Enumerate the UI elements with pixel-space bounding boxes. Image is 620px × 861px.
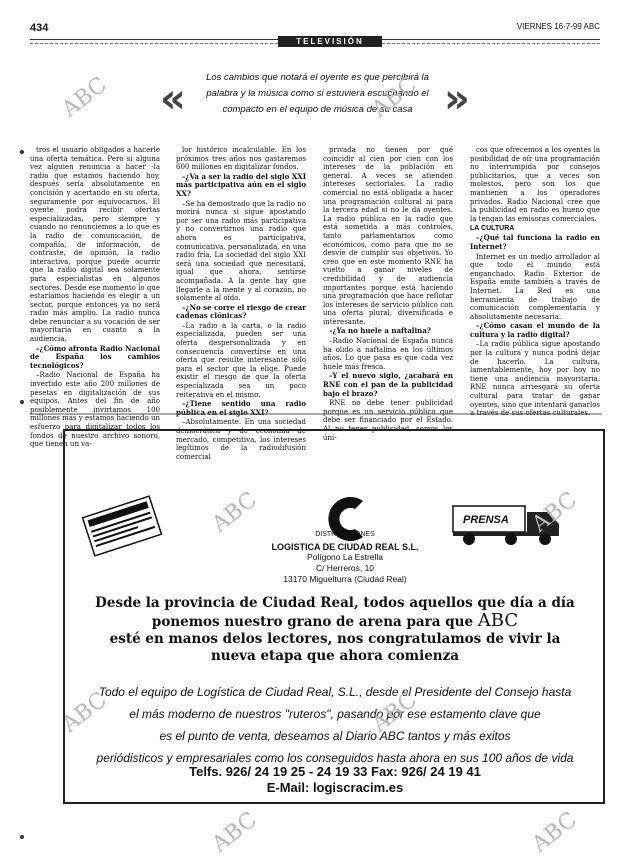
question: –¿Cómo casan el mundo de la cultura y la radio digital?	[470, 321, 600, 339]
truck-label: PRENSA	[463, 514, 509, 526]
email: E-Mail: logiscracim.es	[266, 780, 404, 795]
paragraph: privada no tienen por qué coincidir al cien por cien con los intereses de la población en general. A veces se atienden intereses sectoriales. La radio comercial no está obligada a hacer una programación cultural ni para la tercera edad si no le da oyentes. La radio pública en la radio que está sometida a más controles, tanto parlamentarios como económicos, como para que no se desvíe de cumplir sus objetivos. Yo creo que en este momento RNE ha vuelto a ganar niveles de credibilidad y de audiencia importantes porque está haciendo una programación que hace reflotar los intereses de servicio público con una oferta plural, diversificada e interesante.	[323, 146, 453, 326]
paragraph: –La radio a la carta, o la radio especializada, pueden ser una oferta despersonalizada y en consecuencia convertirse en una oferta que resulte interesante sólo para el sector que la elige. Puede existir el riesgo de que la oferta especializada sea un poco reiterativa en el mismo.	[176, 321, 306, 399]
address-line: C/ Herreros, 10	[315, 563, 375, 573]
paragraph: –Radio Nacional de España nunca ha olido a naftalina en los últimos años. Lo que pasa es que cada vez huele más fresca.	[323, 337, 453, 371]
pull-quote	[160, 70, 470, 128]
margin-dot	[20, 835, 24, 839]
article-column-4	[470, 146, 600, 418]
paragraph: –Absolutamente. En una sociedad democrática y de economía de mercado, competitiva, los intereses legítimos de la radiodifusión comercial	[176, 418, 306, 461]
abc-watermark: ABC	[57, 687, 112, 738]
headline-line: nueva etapa que ahora comienza	[210, 648, 460, 664]
article-column-1	[30, 146, 160, 449]
body-line: el más moderno de nuestros "ruteros", pasando por ese estamento clave que	[129, 707, 541, 721]
question: –¿No se corre el riesgo de crear cadenas clónicas?	[176, 302, 306, 321]
phone-fax: Telfs. 926/ 24 19 25 - 24 19 33 Fax: 926/ 24 19 41	[189, 764, 481, 779]
page-header	[30, 22, 600, 44]
abc-wordmark: ABC	[477, 610, 519, 631]
address-line: 13170 Miguelturra (Ciudad Real)	[283, 574, 407, 584]
paragraph: cos que ofrecemos a los oyentes la posibilidad de oír una programación no interrumpida por consejos publicitarios, que a veces son molestos, pero son los que mantienen a los operadores privados. Radio Nacional cree que la publicidad en radio es bueno que la tengan las emisoras comerciales.	[470, 146, 600, 223]
issue-date: VIERNES 16-7-99 ABC	[516, 22, 600, 31]
section-divider	[30, 412, 602, 416]
abc-watermark: ABC	[367, 687, 422, 738]
abc-watermark: ABC	[57, 72, 112, 123]
margin-dot	[20, 400, 24, 404]
close-quote-icon: »	[444, 76, 470, 122]
paragraph: lor histórico incalculable. En los próximos tres años nos gastaremos 600 millones en digitalizar fondos.	[176, 146, 306, 172]
company-address	[235, 552, 455, 585]
paragraph: tros el usuario obligados a hacerle una oferta temática. Pero si alguna vez alguien renuncia a hacer -la radio que estamos haciendo hoy, después sería absolutamente en concisión y acertando en su oferta, seguramente por equivocarnos. El oyente podrá recibir ofertas especializadas, pero siempre y cuando no renunciemos a lo que es la radio de comunicación, de compañía, de información, de contraste, de opinión, la radio interactiva, porque puede ocurrir que la radio digital sea solamente para especialistas en algunos sectores. Desde ese momento lo que estaríamos haciendo es elegir a un sector, porque entonces ya no será radio más amplio. La radio nunca debe renunciar a su vocación de ser mayoritaria en cuanto a la audiencia.	[30, 146, 160, 344]
question: –¿Tiene sentido una radio pública en el siglo XXI?	[176, 399, 306, 417]
paragraph: –Se ha demostrado que la radio no morirá nunca si sigue apostando por ser una radio más participativa y no convertirnos una radio que ahora es participativa, comunicativa, personalizada, en una radio fría. La sociedad del siglo XXI será una sociedad que necesitará, igual que ahora, sentirse acompañada. A la gente hay que llegarle a la mente y al corazón, no solamente al oído.	[176, 199, 306, 303]
company-logo-icon	[317, 489, 377, 549]
article-column-3	[323, 146, 453, 442]
paragraph: –La radio pública sigue apostando por la cultura y nunca podrá dejar de hacerlo. La cultura, lamentablemente, hoy por hoy no tiene una audiencia mayoritaria. RNE nunca arriesgará su oferta cultural para tratar de ganar oyentes, sino que intentará ganarlos a través de sus ofertas culturales.	[470, 340, 600, 418]
headline-line: Desde la provincia de Ciudad Real, todos aquellos que día a día	[95, 595, 575, 611]
question: –¿Ya no huele a naftalina?	[329, 326, 431, 336]
address-line: Polígono La Estrella	[306, 552, 384, 562]
open-quote-icon: «	[160, 76, 186, 122]
body-line: es el punto de venta, deseamos al Diario ABC tantos y más exitos	[159, 729, 511, 743]
headline-line-text: ponemos nuestro grano de arena para que	[151, 614, 474, 630]
article-column-2	[176, 146, 306, 461]
company-name: LOGISTICA DE CIUDAD REAL S.L.	[271, 542, 419, 552]
subheading: LA CULTURA	[470, 225, 515, 233]
question: –¿Va a ser la radio del siglo XXI más participativa aún en el siglo XX?	[176, 171, 306, 198]
headline-line: esté en manos delos lectores, nos congratulamos de vivir la	[109, 631, 561, 647]
newspaper-icon	[77, 496, 167, 556]
delivery-truck-icon	[451, 504, 563, 546]
logo-caption: DISTRIBUCIONES	[315, 531, 375, 538]
paragraph: –Radio Nacional de España ha invertido este año 200 millones de pesetas en digitalización de sus equipos. Antes del fin de año posiblemente invirtamos 100 millones más y estamos haciendo un esfuerzo para digitalizar todos los fondos de nuestro archivo sonoro, que tienen un va-	[30, 371, 160, 449]
section-label: TELEVISIÓN	[278, 36, 382, 47]
abc-watermark: ABC	[207, 807, 262, 858]
body-line: periódisticos y empresariales como los conseguidos hasta ahora en sus 100 años de vida	[96, 751, 574, 765]
abc-watermark: ABC	[367, 72, 422, 123]
margin-dot	[20, 150, 24, 154]
question: –¿Cómo afronta Radio Nacional de España los cambios tecnológicos?	[30, 343, 160, 370]
body-line: Todo el equipo de Logística de Ciudad Real, S.L., desde el Presidente del Consejo hasta	[98, 685, 572, 699]
headline-line	[75, 612, 595, 631]
question: –¿Qué tal funciona la radio en Internet?	[470, 233, 600, 251]
abc-watermark: ABC	[527, 487, 582, 538]
paragraph: Internet es un medio arrollador al que todo el mundo está enganchado. Radio Exterior de España emite también a través de Internet. La Red es una herramienta de trabajo de comunicación complementaria y absolutamente necesaria.	[470, 252, 600, 321]
page-number: 434	[30, 22, 49, 34]
question: –Y el nuevo siglo, ¿acabará en RNE con el pan de la publicidad bajo el brazo?	[323, 371, 453, 398]
ad-body	[75, 681, 595, 769]
contact-info	[75, 764, 595, 796]
paragraph: RNE no debe tener publicidad porque es un servicio público que debe ser financiado por el Estado. Al no tener publicidad, somos los úni-	[323, 399, 453, 442]
article-body	[30, 146, 602, 461]
header-rule-left	[30, 39, 278, 44]
pull-quote-text: Los cambios que notará el oyente es que percibirá la palabra y la música como si estuviera escuchando el compacto en el equipo de música de su casa	[206, 72, 429, 115]
abc-watermark: ABC	[527, 807, 582, 858]
ad-headline	[75, 595, 595, 665]
header-rule-right	[382, 39, 600, 44]
abc-watermark: ABC	[207, 487, 262, 538]
advertisement	[63, 429, 605, 804]
